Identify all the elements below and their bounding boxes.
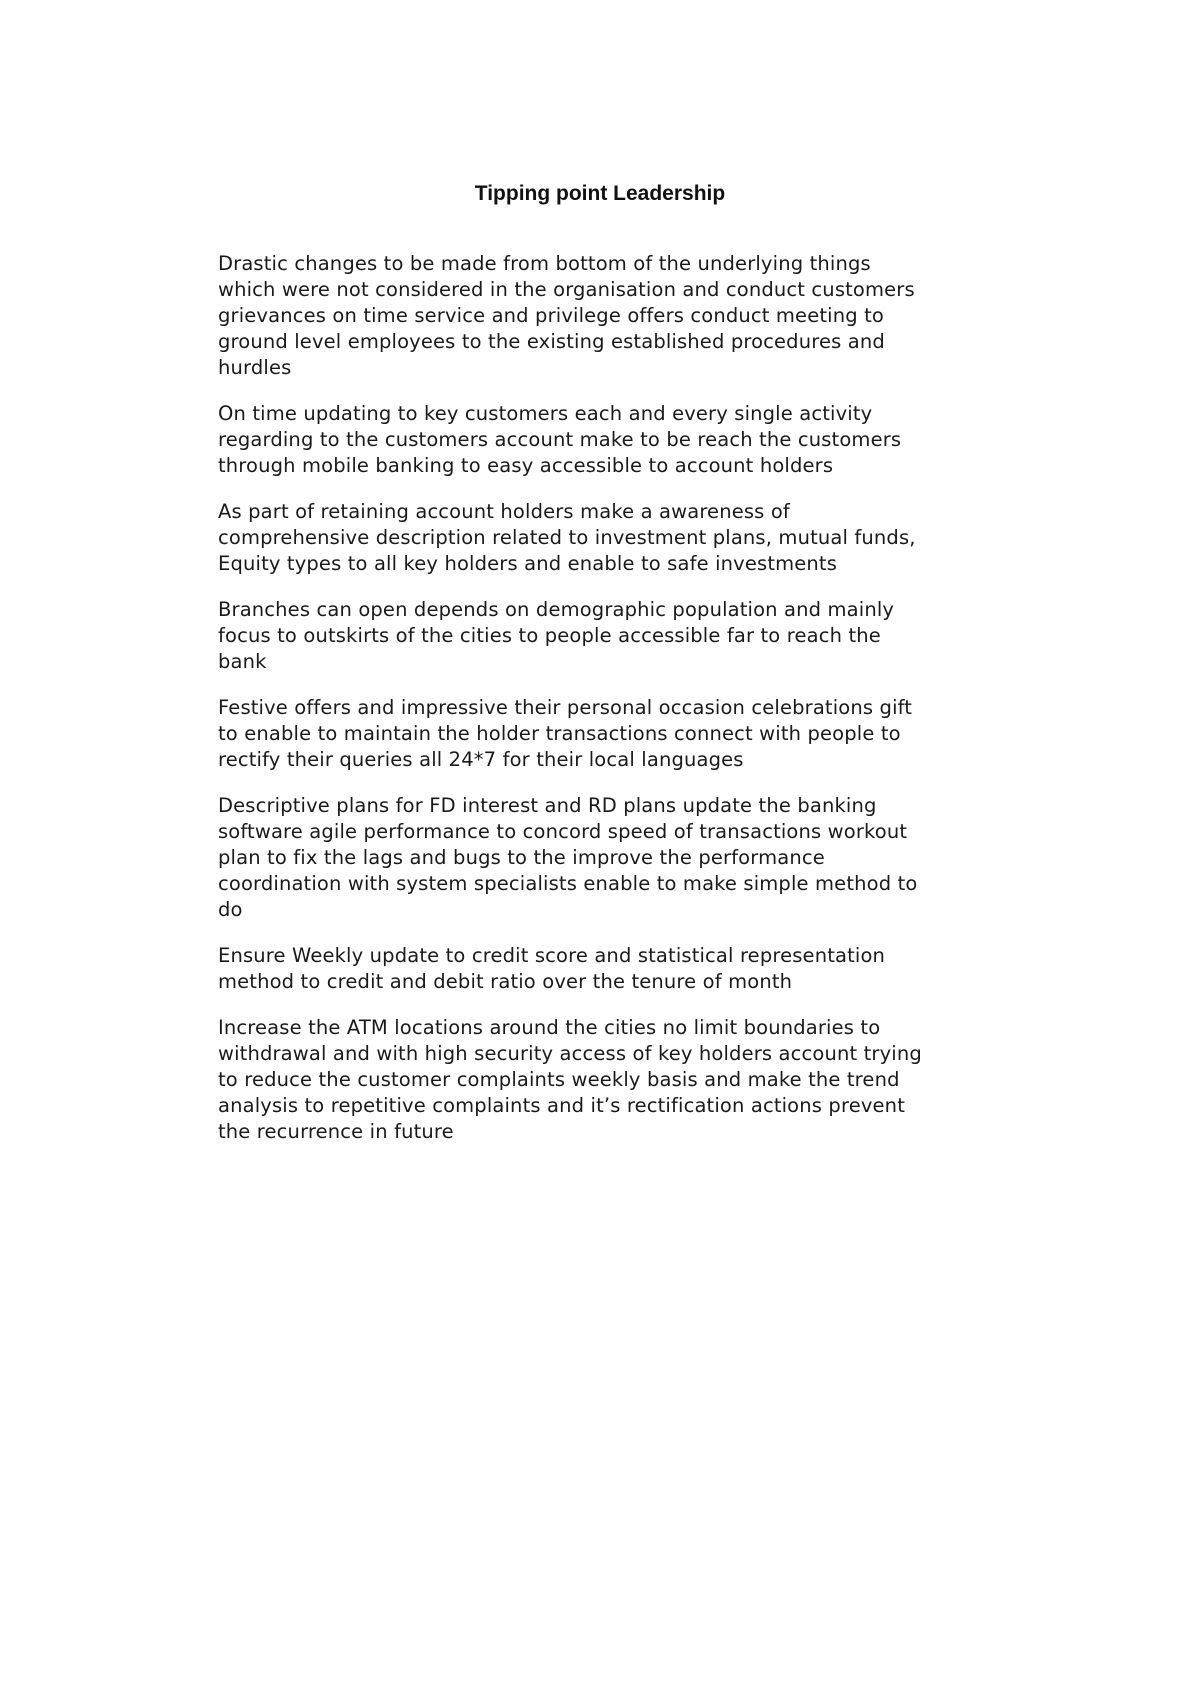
paragraph-6: [218, 793, 1028, 923]
paragraph-line: analysis to repetitive complaints and it’s rectification actions prevent: [218, 1094, 905, 1117]
paragraph-line: the recurrence in future: [218, 1120, 454, 1143]
paragraph-line: Descriptive plans for FD interest and RD plans update the banking: [218, 794, 877, 817]
paragraph-line: bank: [218, 650, 267, 673]
paragraph-line: Equity types to all key holders and enable to safe investments: [218, 552, 838, 575]
paragraph-line: Drastic changes to be made from bottom of the underlying things: [218, 252, 871, 275]
paragraph-line: focus to outskirts of the cities to people accessible far to reach the: [218, 624, 881, 647]
paragraph-1: [218, 251, 1028, 381]
paragraph-line: Ensure Weekly update to credit score and statistical representation: [218, 944, 886, 967]
paragraph-line: hurdles: [218, 356, 292, 379]
paragraph-line: to reduce the customer complaints weekly basis and make the trend: [218, 1068, 900, 1091]
paragraph-3: [218, 499, 1028, 577]
paragraph-line: through mobile banking to easy accessible to account holders: [218, 454, 834, 477]
paragraph-line: comprehensive description related to investment plans, mutual funds,: [218, 526, 916, 549]
document-title: Tipping point Leadership: [474, 182, 726, 205]
paragraph-line: which were not considered in the organisation and conduct customers: [218, 278, 915, 301]
paragraph-line: ground level employees to the existing established procedures and: [218, 330, 885, 353]
paragraph-line: Festive offers and impressive their personal occasion celebrations gift: [218, 696, 913, 719]
paragraph-line: Branches can open depends on demographic population and mainly: [218, 598, 895, 621]
paragraph-line: On time updating to key customers each and every single activity: [218, 402, 873, 425]
paragraph-4: [218, 597, 1028, 675]
paragraph-5: [218, 695, 1028, 773]
paragraph-8: [218, 1015, 1028, 1145]
paragraph-2: [218, 401, 1028, 479]
paragraph-line: withdrawal and with high security access of key holders account trying: [218, 1042, 922, 1065]
paragraph-line: to enable to maintain the holder transactions connect with people to: [218, 722, 901, 745]
paragraph-line: rectify their queries all 24*7 for their local languages: [218, 748, 744, 771]
paragraph-line: coordination with system specialists enable to make simple method to: [218, 872, 918, 895]
document-body: [218, 251, 1028, 1165]
paragraph-line: method to credit and debit ratio over the tenure of month: [218, 970, 793, 993]
paragraph-line: Increase the ATM locations around the cities no limit boundaries to: [218, 1016, 881, 1039]
paragraph-line: do: [218, 898, 243, 921]
paragraph-line: regarding to the customers account make to be reach the customers: [218, 428, 902, 451]
paragraph-7: [218, 943, 1028, 995]
paragraph-line: grievances on time service and privilege offers conduct meeting to: [218, 304, 884, 327]
paragraph-line: As part of retaining account holders make a awareness of: [218, 500, 790, 523]
paragraph-line: plan to fix the lags and bugs to the improve the performance: [218, 846, 825, 869]
paragraph-line: software agile performance to concord speed of transactions workout: [218, 820, 908, 843]
